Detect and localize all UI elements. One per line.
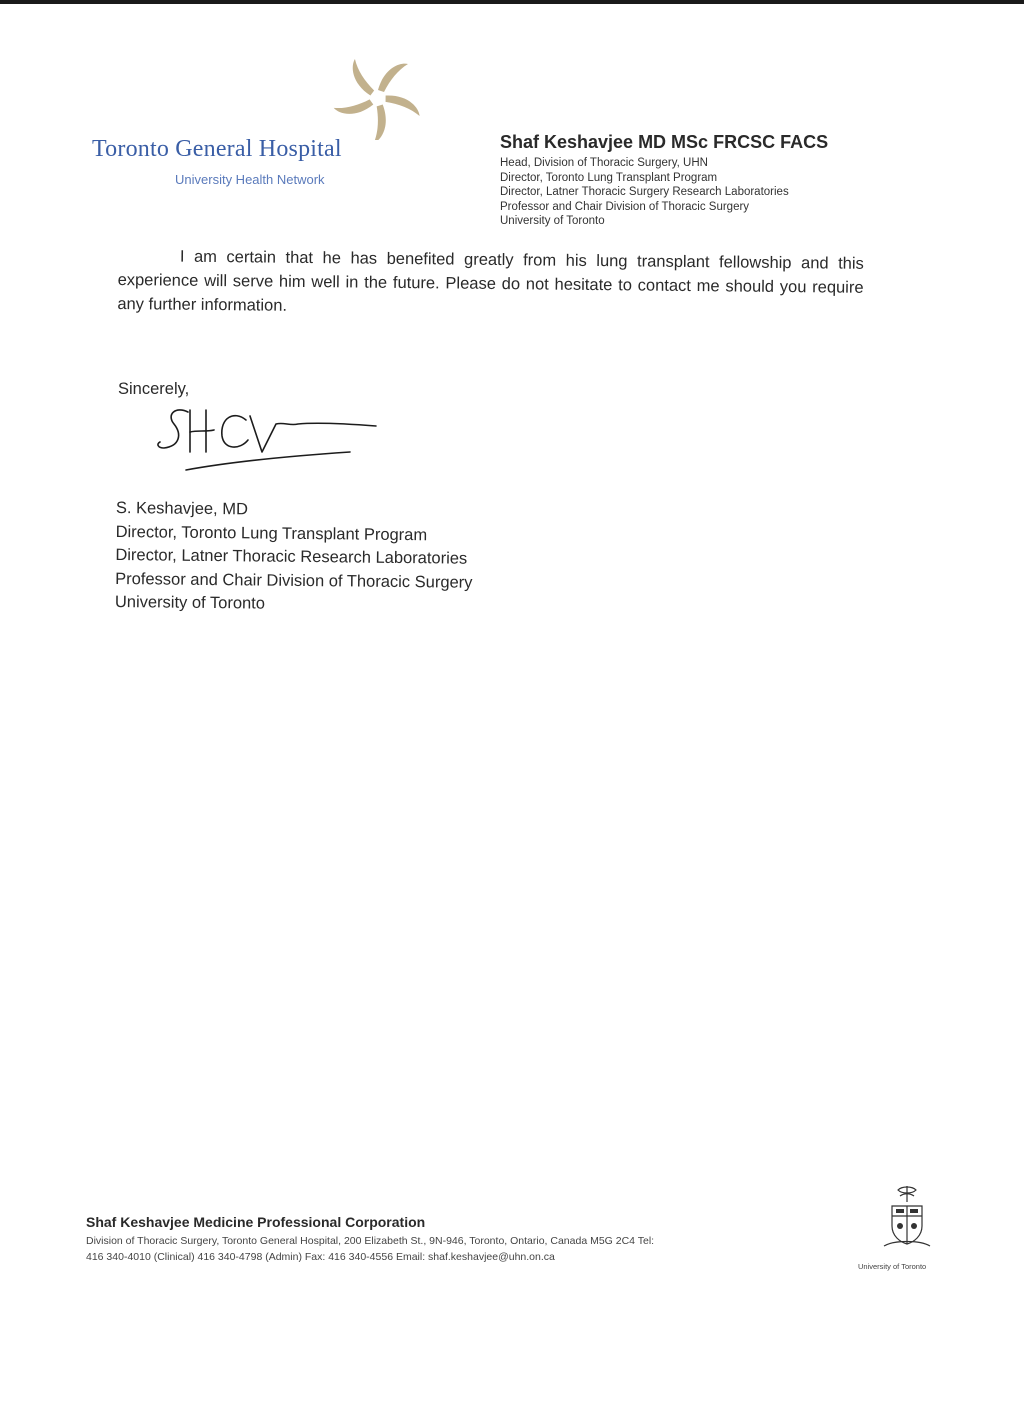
scan-top-edge bbox=[0, 0, 1024, 4]
signer-title: Director, Toronto Lung Transplant Program bbox=[115, 522, 428, 544]
uoft-crest-icon bbox=[878, 1182, 936, 1254]
signer-title: University of Toronto bbox=[114, 592, 266, 613]
uhn-pinwheel-logo-icon bbox=[332, 56, 424, 140]
signature-block bbox=[115, 497, 474, 618]
university-label: University of Toronto bbox=[858, 1262, 927, 1271]
letter-body-paragraph: I am certain that he has benefited greatly from his lung transplant fellowship and this experience will serve him well in the future. Please do not hesitate to contact me should you require any further information. bbox=[117, 247, 864, 315]
handwritten-signature bbox=[150, 396, 390, 486]
letter-closing: Sincerely, bbox=[118, 380, 190, 398]
footer bbox=[86, 1214, 866, 1265]
signer-title: Professor and Chair Division of Thoracic Surgery bbox=[115, 569, 473, 592]
hospital-subtitle: University Health Network bbox=[175, 172, 325, 187]
signer-title: Director, Latner Thoracic Research Laboratories bbox=[115, 545, 468, 568]
signer-name: S. Keshavjee, MD bbox=[115, 498, 249, 519]
author-letterhead bbox=[500, 132, 920, 229]
author-title: Head, Division of Thoracic Surgery, UHN bbox=[500, 157, 708, 169]
footer-address: Division of Thoracic Surgery, Toronto General Hospital, 200 Elizabeth St., 9N-946, Toronto, Ontario, Canada M5G 2C4 Tel: bbox=[86, 1235, 655, 1247]
author-title: University of Toronto bbox=[500, 215, 605, 227]
author-title: Director, Toronto Lung Transplant Program bbox=[500, 171, 718, 184]
footer-contact: 416 340-4010 (Clinical) 416 340-4798 (Admin) Fax: 416 340-4556 Email: shaf.keshavjee@uhn.on.ca bbox=[86, 1251, 555, 1263]
author-title: Professor and Chair Division of Thoracic Surgery bbox=[500, 200, 750, 213]
author-name: Shaf Keshavjee MD MSc FRCSC FACS bbox=[500, 132, 829, 152]
hospital-name: Toronto General Hospital bbox=[92, 136, 342, 162]
footer-title: Shaf Keshavjee Medicine Professional Corporation bbox=[86, 1214, 426, 1230]
author-title: Director, Latner Thoracic Surgery Research Laboratories bbox=[500, 186, 789, 198]
